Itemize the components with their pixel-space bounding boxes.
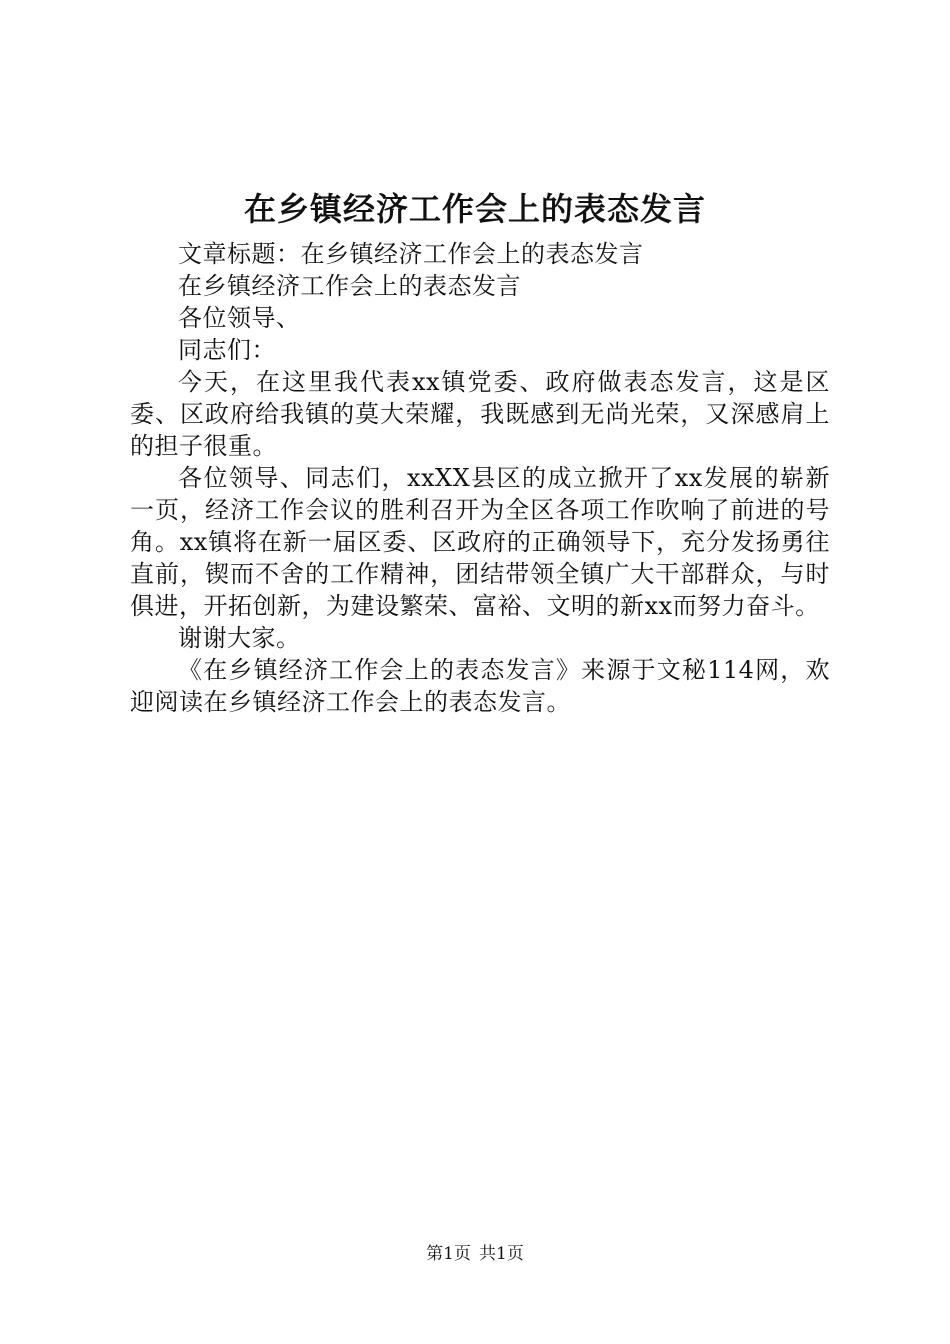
body-paragraph: 各位领导、同志们，xxXX县区的成立掀开了xx发展的崭新一页，经济工作会议的胜利召开为全区各项工作吹响了前进的号角。xx镇将在新一届区委、区政府的正确领导下，充分发扬勇往直前，锲而不舍的工作精神，团结带领全镇广大干部群众，与时俱进，开拓创新，为建设繁荣、富裕、文明的新xx而努力奋斗。 — [130, 464, 830, 620]
page-total: 共1页 — [479, 1244, 524, 1264]
document-body — [130, 238, 830, 718]
salutation-leaders: 各位领导、 — [178, 304, 301, 332]
article-title-line: 文章标题：在乡镇经济工作会上的表态发言 — [178, 240, 644, 268]
speech-heading: 在乡镇经济工作会上的表态发言 — [178, 272, 521, 300]
page-number: 第1页 — [426, 1244, 471, 1264]
source-note: 《在乡镇经济工作会上的表态发言》来源于文秘114网，欢迎阅读在乡镇经济工作会上的表态发言。 — [130, 656, 830, 716]
document-title: 在乡镇经济工作会上的表态发言 — [243, 190, 706, 228]
page-footer — [0, 1242, 950, 1266]
closing-thanks: 谢谢大家。 — [178, 624, 301, 652]
body-paragraph: 今天，在这里我代表xx镇党委、政府做表态发言，这是区委、区政府给我镇的莫大荣耀，我既感到无尚光荣，又深感肩上的担子很重。 — [130, 368, 830, 460]
salutation-comrades: 同志们： — [178, 336, 276, 364]
